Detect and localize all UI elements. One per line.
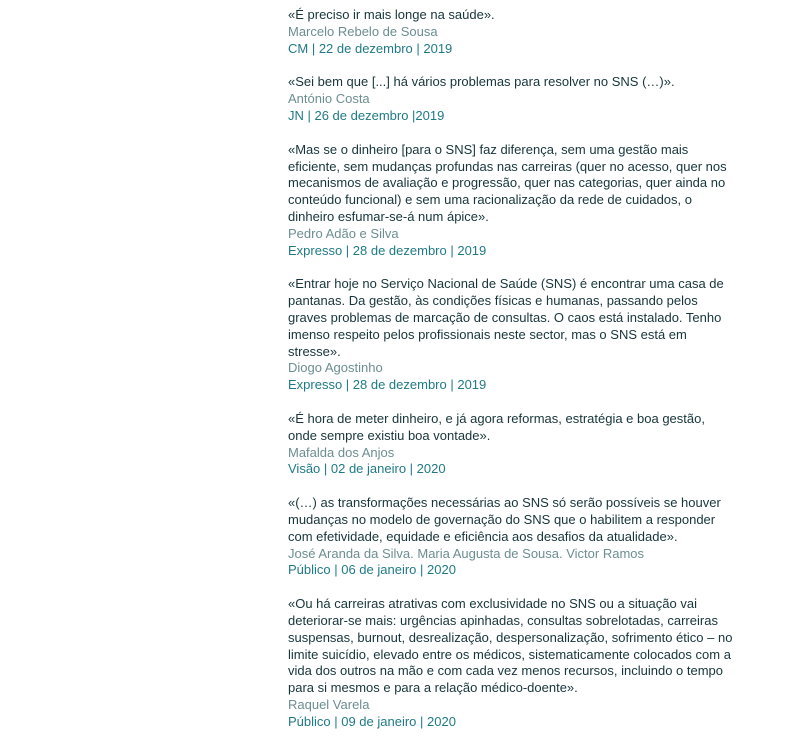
quote-text: «É hora de meter dinheiro, e já agora reformas, estratégia e boa gestão, onde sempre existiu boa vontade». [288,410,705,443]
quote-item [288,74,733,124]
quote-source: Público | 09 de janeiro | 2020 [288,713,456,729]
quote-source: Expresso | 28 de dezembro | 2019 [288,242,487,258]
quotes-list [288,7,733,747]
quote-author: Raquel Varela [288,696,370,712]
quote-source: Visão | 02 de janeiro | 2020 [288,461,446,477]
quote-author: António Costa [288,91,370,107]
quote-author: Mafalda dos Anjos [288,444,395,460]
quote-author: Marcelo Rebelo de Sousa [288,23,438,39]
quote-source: CM | 22 de dezembro | 2019 [288,40,453,56]
quote-item [288,495,733,579]
quote-text: «Entrar hoje no Serviço Nacional de Saúde (SNS) é encontrar uma casa de pantanas. Da gestão, às condições físicas e humanas, passando pelos graves problemas de marcação de consultas. O caos está instalado. Tenho imenso respeito pelos profissionais neste sector, mas o SNS está em stresse». [288,276,724,359]
quote-item [288,142,733,260]
quote-author: José Aranda da Silva. Maria Augusta de Sousa. Victor Ramos [288,545,645,561]
quote-text: «Mas se o dinheiro [para o SNS] faz diferença, sem uma gestão mais eficiente, sem mudanças profundas nas carreiras (quer no acesso, quer nos mecanismos de avaliação e progressão, quer nas categorias, quer ainda no conteúdo funcional) e sem uma racionalização da rede de cuidados, o dinheiro esfumar-se-á num ápice». [288,141,727,224]
quote-item [288,596,733,730]
quote-source: JN | 26 de dezembro |2019 [288,107,445,123]
quote-text: «Sei bem que [...] há vários problemas para resolver no SNS (…)». [288,74,675,90]
quote-text: «(…) as transformações necessárias ao SNS só serão possíveis se houver mudanças no modelo de governação do SNS que o habilitem a responder com efetividade, equidade e eficiência aos desafios da atualidade». [288,495,721,544]
quote-source: Expresso | 28 de dezembro | 2019 [288,377,487,393]
quote-text: «É preciso ir mais longe na saúde». [288,7,495,22]
quote-item [288,276,733,394]
quote-author: Pedro Adão e Silva [288,225,399,241]
quote-item [288,411,733,478]
quote-item [288,7,733,57]
quote-author: Diogo Agostinho [288,360,383,376]
quote-source: Público | 06 de janeiro | 2020 [288,562,456,578]
quote-text: «Ou há carreiras atrativas com exclusividade no SNS ou a situação vai deteriorar-se mais: urgências apinhadas, consultas sobrelotadas, carreiras suspensas, burnout, desrealização, despersonalização, sofrimento ético – no limite suicídio, elevado entre os médicos, sistematicamente colocados com a vida dos outros na mão e com cada vez menos recursos, incluindo o tempo para si mesmos e para a relação médico-doente». [288,596,733,696]
